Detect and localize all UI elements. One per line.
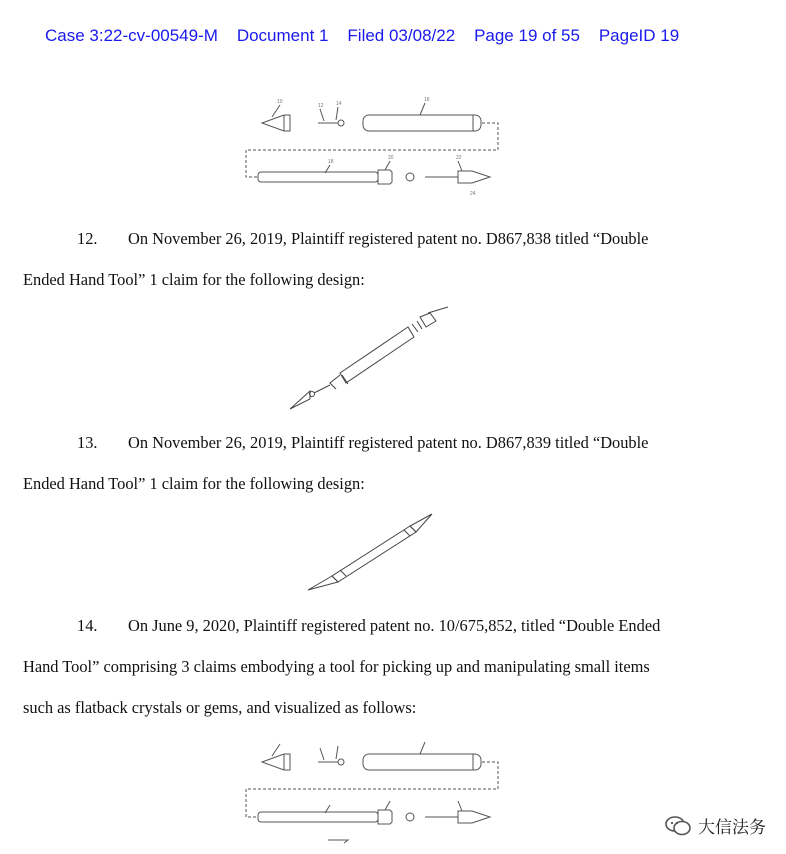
svg-text:16: 16 bbox=[424, 97, 430, 103]
watermark bbox=[664, 813, 766, 838]
svg-text:10: 10 bbox=[277, 99, 283, 105]
paragraph-text: such as flatback crystals or gems, and visualized as follows: bbox=[23, 698, 417, 717]
paragraph-text: Ended Hand Tool” 1 claim for the following design: bbox=[23, 474, 365, 493]
wechat-icon bbox=[664, 815, 692, 837]
paragraph-14 bbox=[23, 605, 763, 728]
paragraph-text: On June 9, 2020, Plaintiff registered patent no. 10/675,852, titled “Double Ended bbox=[128, 616, 661, 635]
exploded-tool-drawing-bottom bbox=[240, 737, 510, 847]
design-d867839-drawing bbox=[300, 510, 440, 595]
document-number: Document 1 bbox=[236, 26, 329, 45]
svg-text:18: 18 bbox=[328, 159, 334, 165]
svg-text:22: 22 bbox=[456, 155, 462, 161]
svg-text:14: 14 bbox=[336, 101, 342, 107]
watermark-text: 大信法务 bbox=[698, 818, 766, 838]
paragraph-number: 13. bbox=[77, 433, 98, 452]
design-d867838-drawing bbox=[280, 305, 455, 415]
filed-date: Filed 03/08/22 bbox=[347, 26, 456, 45]
page-header bbox=[45, 26, 679, 46]
svg-text:24: 24 bbox=[470, 191, 476, 197]
paragraph-number: 14. bbox=[77, 616, 98, 635]
paragraph-number: 12. bbox=[77, 229, 98, 248]
page-id: PageID 19 bbox=[598, 26, 680, 45]
paragraph-text: On November 26, 2019, Plaintiff registered patent no. D867,839 titled “Double bbox=[128, 433, 649, 452]
paragraph-text: Ended Hand Tool” 1 claim for the following design: bbox=[23, 270, 365, 289]
svg-text:20: 20 bbox=[388, 155, 394, 161]
paragraph-12 bbox=[23, 218, 763, 300]
svg-text:12: 12 bbox=[318, 103, 324, 109]
paragraph-13 bbox=[23, 422, 763, 504]
case-number: Case 3:22-cv-00549-M bbox=[45, 26, 218, 45]
exploded-tool-drawing-top bbox=[240, 95, 510, 200]
paragraph-text: Hand Tool” comprising 3 claims embodying a tool for picking up and manipulating small items bbox=[23, 657, 650, 676]
page-number: Page 19 of 55 bbox=[474, 26, 580, 45]
paragraph-text: On November 26, 2019, Plaintiff registered patent no. D867,838 titled “Double bbox=[128, 229, 649, 248]
